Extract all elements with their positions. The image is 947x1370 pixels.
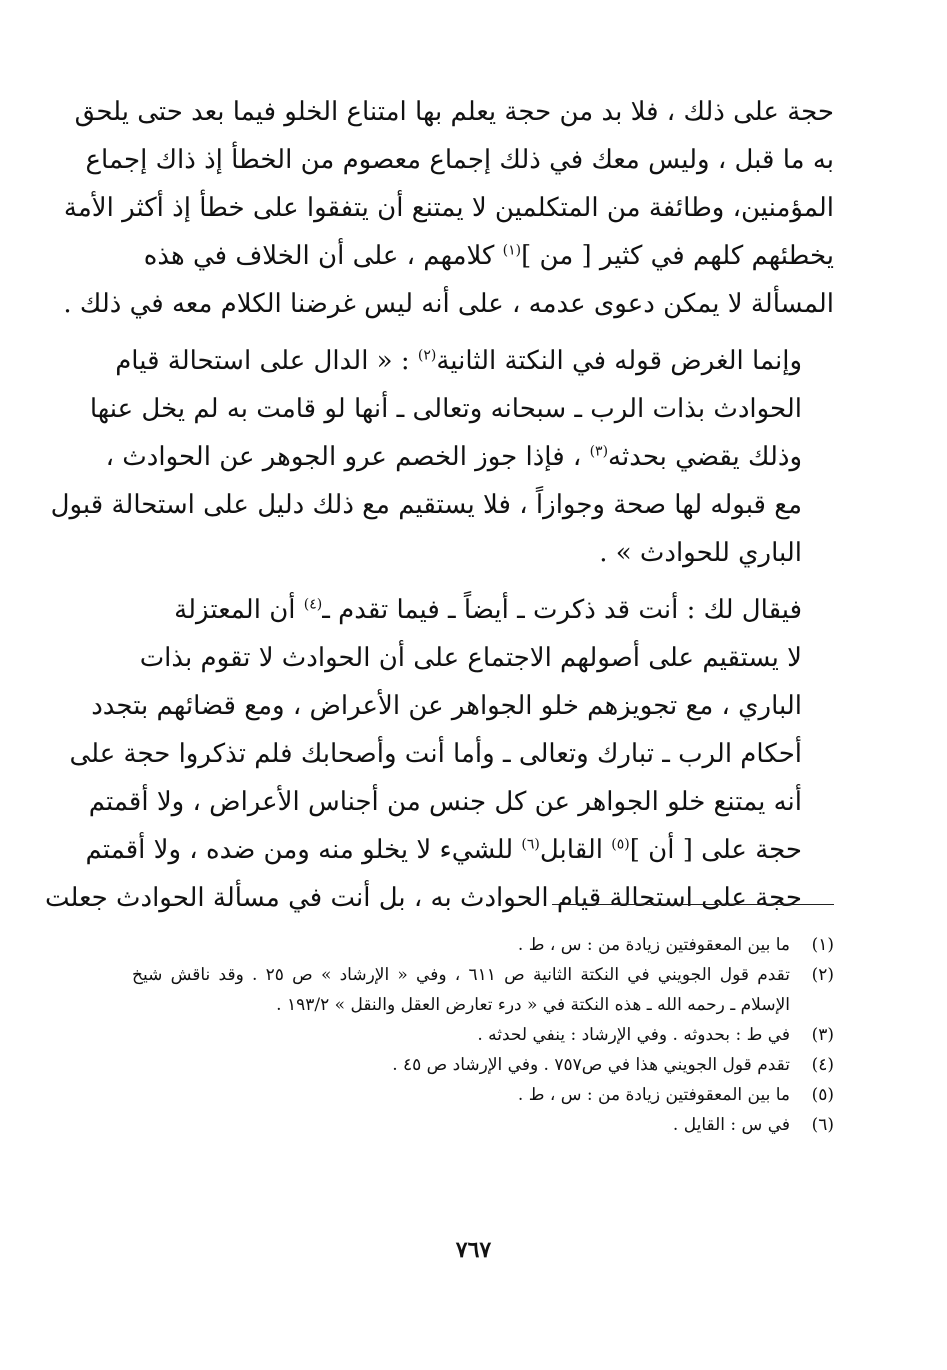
text-line <box>63 184 834 232</box>
text-segment: مع قبوله لها صحة وجوازاً ، فلا يستقيم مع ذلك دليل على استحالة قبول <box>50 490 802 520</box>
text-line <box>63 280 834 328</box>
text-segment: حجة على ذلك ، فلا بد من حجة يعلم بها امتناع الخلو فيما بعد حتى يلحق <box>74 97 834 127</box>
footnote-text: في س : القايل . <box>672 1115 790 1135</box>
text-line <box>132 586 834 634</box>
text-segment: فيقال لك : أنت قد ذكرت ـ أيضاً ـ فيما تقدم ـ <box>322 595 802 625</box>
footnote <box>132 1020 834 1050</box>
text-line <box>69 730 834 778</box>
text-segment: ، فإذا جوز الخصم عرو الجوهر عن الحوادث ، <box>105 442 590 472</box>
footnote <box>132 960 834 1020</box>
footnote-number: (٥) <box>811 1085 834 1105</box>
footnote <box>132 1050 834 1080</box>
footnote-marker: (٢) <box>417 347 437 364</box>
text-segment: كلامهم ، على أن الخلاف في هذه <box>143 241 503 271</box>
text-line <box>91 682 834 730</box>
text-segment: الباري للحوادث » . <box>599 538 802 568</box>
footnote-text: تقدم قول الجويني في النكتة الثانية ص ٦١١ ، وفي « الإرشاد » ص ٢٥ . وقد ناقش شيخ الإسلام ـ رحمه الله ـ هذه النكتة في « درء تعارض العقل والنقل » ١٩٣/٢ . <box>132 965 790 1015</box>
footnote-number: (٤) <box>811 1055 834 1075</box>
paragraph <box>50 337 834 577</box>
text-line <box>132 529 834 577</box>
paragraph <box>45 586 834 922</box>
text-segment: به ما قبل ، وليس معك في ذلك إجماع معصوم من الخطأ إذ ذاك إجماع <box>85 145 834 175</box>
footnote <box>132 1110 834 1140</box>
footnote-marker: (٥) <box>611 836 630 853</box>
footnote-separator <box>552 904 834 905</box>
text-line <box>85 136 834 184</box>
text-segment: وذلك يقضي بحدثه <box>608 442 802 472</box>
text-line <box>89 385 834 433</box>
footnote-marker: (٣) <box>589 443 609 460</box>
text-segment: أحكام الرب ـ تبارك وتعالى ـ وأما أنت وأصحابك فلم تذكروا حجة على <box>69 739 802 769</box>
text-line <box>45 874 834 922</box>
text-segment: وإنما الغرض قوله في النكتة الثانية <box>436 346 802 376</box>
paragraph <box>63 88 834 328</box>
footnote <box>132 930 834 960</box>
footnote-text: ما بين المعقوفتين زيادة من : س ، ط . <box>517 935 790 955</box>
text-segment: يخطئهم كلهم في كثير [ من ] <box>521 241 834 271</box>
footnote-number: (٢) <box>811 965 834 985</box>
text-segment: حجة على [ أن ] <box>629 835 802 865</box>
text-segment: : « الدال على استحالة قيام <box>115 346 418 376</box>
page-number: ٧٦٧ <box>455 1237 492 1263</box>
text-segment: القابل <box>539 835 612 865</box>
footnote-number: (١) <box>811 935 834 955</box>
text-line <box>115 337 834 385</box>
footnote-number: (٦) <box>811 1115 834 1135</box>
text-segment: المؤمنين، وطائفة من المتكلمين لا يمتنع أن يتفقوا على خطأ إذ أكثر الأمة <box>63 193 834 223</box>
text-line <box>85 826 834 874</box>
footnote-marker: (٤) <box>303 596 323 613</box>
text-segment: أنه يمتنع خلو الجواهر عن كل جنس من أجناس الأعراض ، ولا أقمتم <box>88 787 802 817</box>
text-line <box>50 481 834 529</box>
text-segment: الحوادث بذات الرب ـ سبحانه وتعالى ـ أنها لو قامت به لم يخل عنها <box>89 394 802 424</box>
footnote-number: (٣) <box>811 1025 834 1045</box>
text-segment: للشيء لا يخلو منه ومن ضده ، ولا أقمتم <box>85 835 522 865</box>
text-line <box>88 778 834 826</box>
text-segment: أن المعتزلة <box>174 595 304 625</box>
footnote-text: تقدم قول الجويني هذا في ص٧٥٧ . وفي الإرشاد ص ٤٥ . <box>392 1055 790 1075</box>
text-line <box>132 634 834 682</box>
text-segment: حجة على استحالة قيام الحوادث به ، بل أنت في مسألة الحوادث جعلت <box>45 883 802 913</box>
text-line <box>132 232 834 280</box>
footnotes <box>132 930 834 1140</box>
text-segment: الباري ، مع تجويزهم خلو الجواهر عن الأعراض ، ومع قضائهم بتجدد <box>91 691 802 721</box>
main-text <box>45 88 834 922</box>
text-line <box>74 88 834 136</box>
footnote-text: ما بين المعقوفتين زيادة من : س ، ط . <box>517 1085 790 1105</box>
text-line <box>105 433 834 481</box>
text-segment: المسألة لا يمكن دعوى عدمه ، على أنه ليس غرضنا الكلام معه في ذلك . <box>63 289 834 319</box>
footnote-marker: (١) <box>502 242 522 259</box>
footnote-text: في ط : بحدوثه . وفي الإرشاد : ينفي لحدثه . <box>477 1025 790 1045</box>
footnote-marker: (٦) <box>521 836 540 853</box>
text-segment: لا يستقيم على أصولهم الاجتماع على أن الحوادث لا تقوم بذات <box>139 643 802 673</box>
footnote <box>132 1080 834 1110</box>
